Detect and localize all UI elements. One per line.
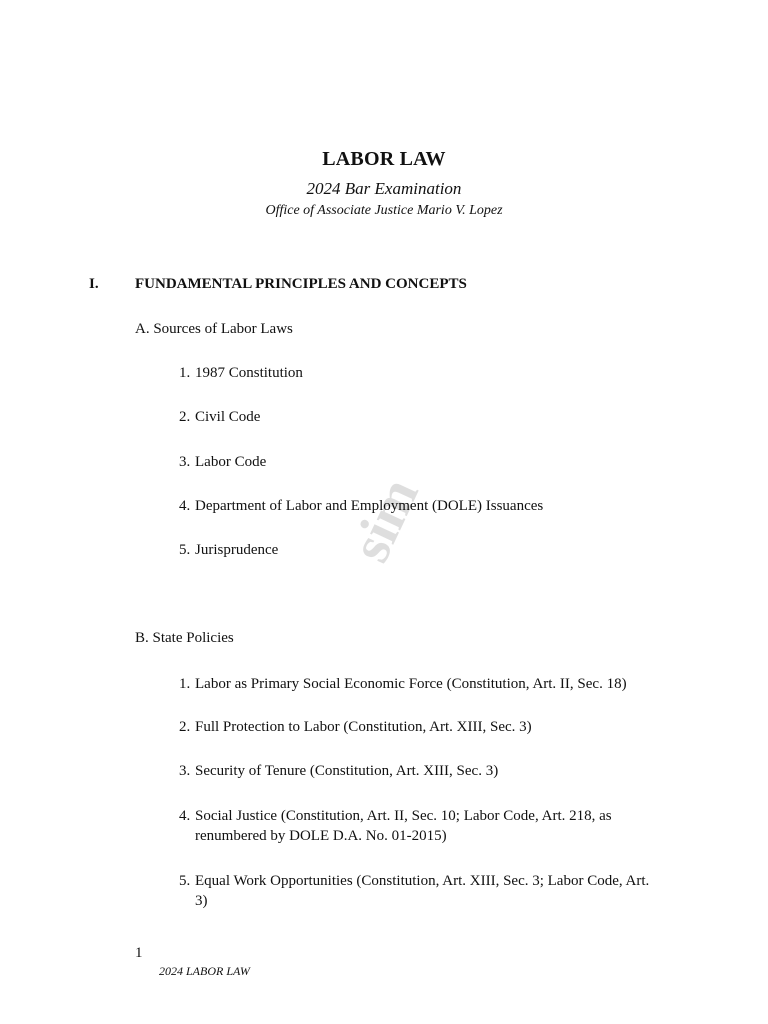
- list-item-text: 1987 Constitution: [195, 365, 303, 381]
- document-subtitle: 2024 Bar Examination: [306, 179, 462, 198]
- list-item-number: 1.: [179, 676, 191, 692]
- subsection-a-heading: A. Sources of Labor Laws: [135, 321, 293, 337]
- watermark: sim: [339, 468, 431, 572]
- list-item: [179, 871, 665, 911]
- list-item: [179, 717, 665, 737]
- list-item-number: 3.: [179, 454, 191, 470]
- document-title: LABOR LAW: [322, 148, 446, 170]
- list-item-number: 4.: [179, 498, 191, 514]
- list-item-number: 5.: [179, 873, 191, 889]
- document-office-line: Office of Associate Justice Mario V. Lopez: [265, 203, 503, 218]
- list-item-text: Equal Work Opportunities (Constitution, Art. XIII, Sec. 3; Labor Code, Art. 3): [195, 873, 650, 909]
- section-title: FUNDAMENTAL PRINCIPLES AND CONCEPTS: [135, 276, 467, 292]
- list-item-text: Civil Code: [195, 409, 261, 425]
- list-item-text: Labor as Primary Social Economic Force (Constitution, Art. II, Sec. 18): [195, 676, 627, 692]
- list-item-text: Security of Tenure (Constitution, Art. XIII, Sec. 3): [195, 763, 499, 779]
- list-item: [179, 407, 665, 427]
- list-item: [179, 452, 665, 472]
- list-item: [179, 806, 665, 846]
- section-number: I.: [89, 276, 99, 292]
- list-item: [179, 761, 665, 781]
- list-item: [179, 674, 665, 694]
- list-item-text: Full Protection to Labor (Constitution, Art. XIII, Sec. 3): [195, 719, 532, 735]
- subsection-b-heading: B. State Policies: [135, 630, 234, 646]
- list-item-number: 4.: [179, 808, 191, 824]
- page-number: 1: [135, 945, 143, 961]
- running-footer: 2024 LABOR LAW: [159, 964, 250, 978]
- list-item-text: Jurisprudence: [195, 542, 279, 558]
- list-item: [179, 363, 665, 383]
- list-item-number: 2.: [179, 719, 191, 735]
- list-item: [179, 540, 665, 560]
- list-item-text: Department of Labor and Employment (DOLE) Issuances: [195, 498, 544, 514]
- list-item-text: Labor Code: [195, 454, 267, 470]
- list-item-number: 1.: [179, 365, 191, 381]
- list-item-number: 5.: [179, 542, 191, 558]
- list-item-number: 3.: [179, 763, 191, 779]
- list-item-text: Social Justice (Constitution, Art. II, Sec. 10; Labor Code, Art. 218, as renumbered by DOLE D.A. No. 01-2015): [195, 808, 612, 844]
- list-item-number: 2.: [179, 409, 191, 425]
